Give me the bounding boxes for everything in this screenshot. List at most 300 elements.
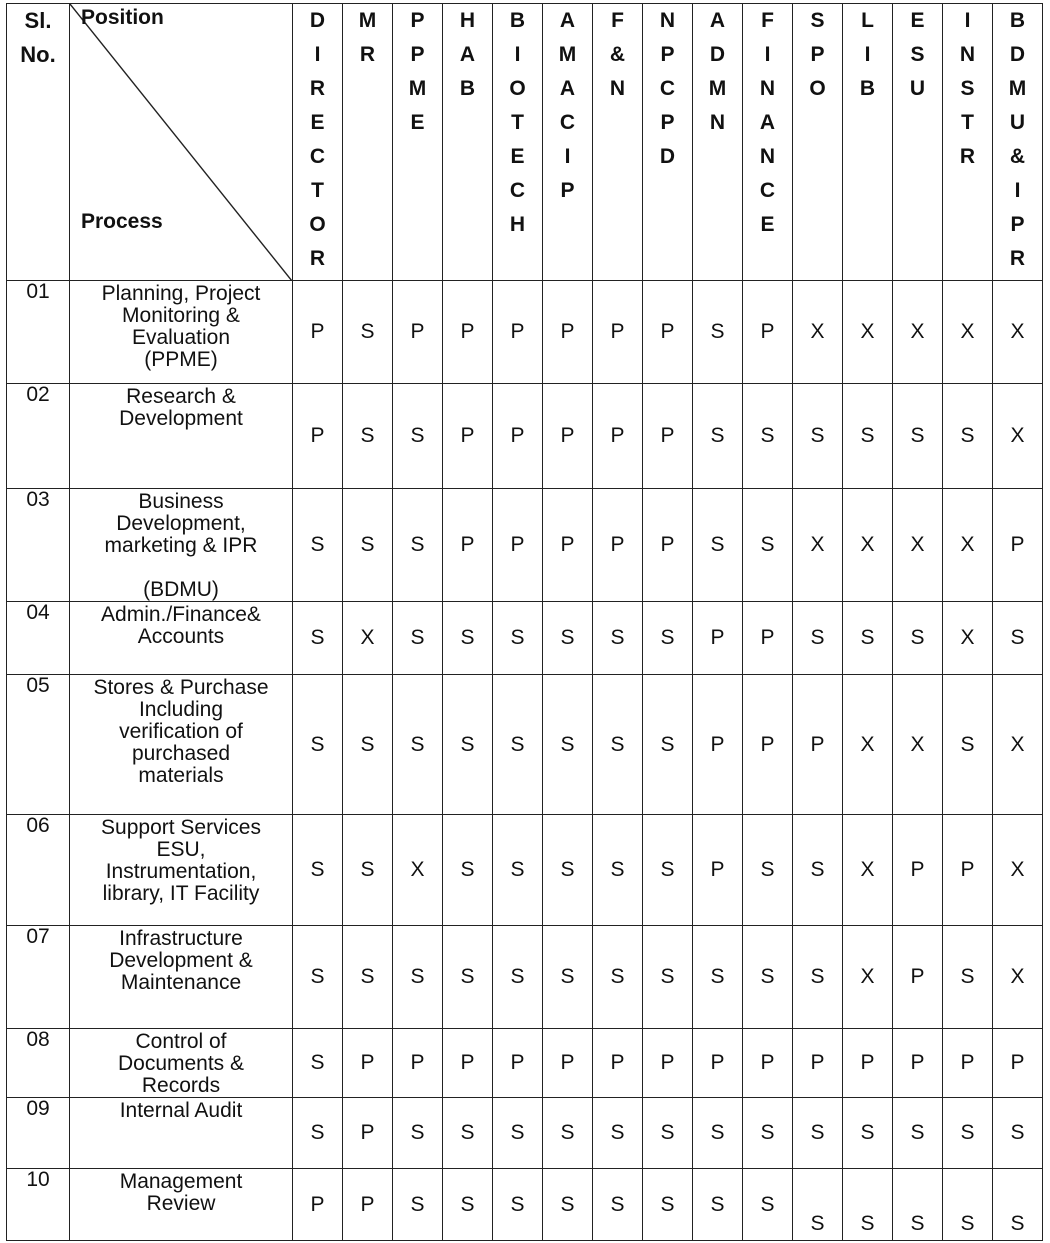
responsibility-cell: S (293, 926, 343, 1029)
responsibility-cell: S (293, 1098, 343, 1169)
responsibility-cell: P (493, 1029, 543, 1098)
responsibility-cell: P (793, 675, 843, 815)
process-name (70, 815, 293, 926)
responsibility-cell: X (943, 489, 993, 602)
responsibility-cell: S (643, 1098, 693, 1169)
responsibility-cell: S (443, 1169, 493, 1241)
position-column-header (943, 4, 993, 281)
responsibility-cell: S (793, 384, 843, 489)
responsibility-cell: X (993, 384, 1043, 489)
process-name-line: Planning, Project (101, 282, 261, 305)
responsibility-cell: P (993, 1029, 1043, 1098)
serial-number: 04 (7, 602, 70, 675)
column-header-letter: H (509, 213, 526, 236)
position-label: Position (81, 6, 164, 29)
column-header-letter: D (1009, 43, 1026, 66)
responsibility-cell: X (343, 602, 393, 675)
column-header-letter: T (511, 111, 524, 134)
process-name-line: Management (119, 1170, 243, 1193)
column-header-letter: R (309, 77, 326, 100)
responsibility-cell: P (393, 1029, 443, 1098)
responsibility-cell: P (743, 675, 793, 815)
column-header-letter: N (759, 77, 776, 100)
serial-number: 07 (7, 926, 70, 1029)
column-header-letter: T (311, 179, 324, 202)
column-header-letter: E (910, 9, 925, 32)
responsibility-cell: P (293, 384, 343, 489)
responsibility-cell: S (493, 1169, 543, 1241)
column-header-letter: P (660, 43, 675, 66)
column-header-letter: C (559, 111, 576, 134)
position-column-header (743, 4, 793, 281)
responsibility-cell: X (993, 281, 1043, 384)
responsibility-cell: P (593, 281, 643, 384)
process-name (70, 675, 293, 815)
responsibility-cell: P (493, 384, 543, 489)
responsibility-cell: S (843, 1169, 893, 1241)
column-header-letter: S (810, 9, 825, 32)
position-column-header (493, 4, 543, 281)
position-column-header (643, 4, 693, 281)
responsibility-cell: S (793, 602, 843, 675)
responsibility-cell: S (443, 602, 493, 675)
responsibility-cell: S (643, 602, 693, 675)
responsibility-cell: S (643, 926, 693, 1029)
responsibility-cell: S (293, 815, 343, 926)
column-header-letter: C (759, 179, 776, 202)
responsibility-cell: P (543, 384, 593, 489)
table-row (7, 1098, 1043, 1169)
responsibility-cell: S (393, 489, 443, 602)
responsibility-cell: S (443, 926, 493, 1029)
responsibility-cell: S (943, 1098, 993, 1169)
process-name (70, 1169, 293, 1241)
responsibility-cell: P (893, 926, 943, 1029)
responsibility-cell: S (793, 815, 843, 926)
column-header-letter: P (1010, 213, 1025, 236)
responsibility-cell: X (893, 281, 943, 384)
sl-no-header-line: No. (20, 42, 56, 67)
responsibility-cell: S (743, 1098, 793, 1169)
process-name-line: Review (146, 1192, 216, 1215)
process-name-line: Monitoring & (122, 304, 240, 327)
responsibility-cell: S (793, 1169, 843, 1241)
responsibility-cell: P (643, 384, 693, 489)
responsibility-cell: X (393, 815, 443, 926)
column-header-letter: R (959, 145, 976, 168)
responsibility-cell: S (743, 489, 793, 602)
process-name-line: Development & (109, 949, 253, 972)
column-header-letter: I (564, 145, 571, 168)
process-name-line: marketing & IPR (104, 534, 258, 557)
process-name-line: verification of (119, 720, 243, 743)
responsibility-cell: X (993, 815, 1043, 926)
process-name (70, 489, 293, 602)
process-name-line: (PPME) (144, 348, 218, 371)
responsibility-cell: S (693, 1169, 743, 1241)
responsibility-cell: X (893, 675, 943, 815)
responsibility-cell: X (843, 281, 893, 384)
column-header-letter: I (514, 43, 521, 66)
responsibility-cell: P (943, 815, 993, 926)
responsibility-cell: S (593, 815, 643, 926)
column-header-letter: I (864, 43, 871, 66)
responsibility-cell: S (293, 675, 343, 815)
process-responsibility-matrix (6, 3, 1043, 1241)
sl-no-header (7, 4, 70, 281)
responsibility-cell: S (843, 384, 893, 489)
responsibility-cell: P (793, 1029, 843, 1098)
responsibility-cell: P (543, 1029, 593, 1098)
responsibility-cell: X (943, 602, 993, 675)
column-header-letter: D (709, 43, 726, 66)
column-header-letter: M (408, 77, 427, 100)
process-name-line: Support Services (101, 816, 261, 839)
responsibility-cell: P (593, 384, 643, 489)
column-header-letter: U (909, 77, 926, 100)
responsibility-cell: X (843, 675, 893, 815)
column-header-letter: P (810, 43, 825, 66)
process-name-line: Internal Audit (119, 1099, 243, 1122)
responsibility-cell: S (343, 675, 393, 815)
responsibility-cell: X (993, 675, 1043, 815)
column-header-letter: O (809, 77, 826, 100)
column-header-letter: P (410, 9, 425, 32)
responsibility-cell: S (543, 602, 593, 675)
responsibility-cell: S (743, 815, 793, 926)
responsibility-cell: S (993, 602, 1043, 675)
responsibility-cell: P (943, 1029, 993, 1098)
position-column-header (593, 4, 643, 281)
responsibility-cell: S (493, 815, 543, 926)
table-row (7, 1169, 1043, 1241)
column-header-letter: & (609, 43, 626, 66)
table-row (7, 815, 1043, 926)
responsibility-cell: P (643, 281, 693, 384)
responsibility-cell: S (593, 675, 643, 815)
responsibility-cell: S (643, 1169, 693, 1241)
column-header-letter: B (509, 9, 526, 32)
column-header-letter: T (961, 111, 974, 134)
responsibility-cell: P (893, 1029, 943, 1098)
responsibility-cell: P (443, 281, 493, 384)
table-row (7, 602, 1043, 675)
responsibility-cell: S (693, 384, 743, 489)
column-header-letter: E (760, 213, 775, 236)
responsibility-cell: X (843, 815, 893, 926)
diagonal-divider (70, 4, 292, 281)
column-header-letter: I (964, 9, 971, 32)
responsibility-cell: S (393, 384, 443, 489)
position-column-header (993, 4, 1043, 281)
serial-number: 09 (7, 1098, 70, 1169)
column-header-letter: E (310, 111, 325, 134)
responsibility-cell: S (793, 926, 843, 1029)
responsibility-cell: P (643, 489, 693, 602)
column-header-letter: P (660, 111, 675, 134)
responsibility-cell: S (393, 602, 443, 675)
responsibility-cell: S (843, 602, 893, 675)
column-header-letter: S (910, 43, 925, 66)
serial-number: 06 (7, 815, 70, 926)
column-header-letter: I (1014, 179, 1021, 202)
table-row (7, 1029, 1043, 1098)
column-header-letter: F (761, 9, 774, 32)
process-name-line: Including (138, 698, 224, 721)
responsibility-cell: X (843, 489, 893, 602)
responsibility-cell: P (343, 1169, 393, 1241)
column-header-letter: B (859, 77, 876, 100)
responsibility-cell: P (743, 602, 793, 675)
serial-number: 05 (7, 675, 70, 815)
responsibility-cell: P (293, 1169, 343, 1241)
process-label: Process (81, 210, 163, 233)
responsibility-cell: S (543, 675, 593, 815)
responsibility-cell: X (793, 281, 843, 384)
column-header-letter: H (459, 9, 476, 32)
column-header-letter: E (410, 111, 425, 134)
position-column-header (293, 4, 343, 281)
responsibility-cell: S (743, 1169, 793, 1241)
responsibility-cell: P (543, 281, 593, 384)
process-name (70, 1029, 293, 1098)
column-header-letter: M (558, 43, 577, 66)
responsibility-cell: S (643, 815, 693, 926)
responsibility-cell: S (543, 815, 593, 926)
responsibility-cell: P (443, 384, 493, 489)
responsibility-cell: S (643, 675, 693, 815)
responsibility-cell: S (943, 675, 993, 815)
process-name-line: Maintenance (120, 971, 242, 994)
responsibility-cell: S (293, 1029, 343, 1098)
process-name-line: Records (141, 1074, 221, 1097)
column-header-letter: N (659, 9, 676, 32)
column-header-letter: I (764, 43, 771, 66)
serial-number: 03 (7, 489, 70, 602)
responsibility-cell: P (593, 489, 643, 602)
sl-no-header-line: Sl. (24, 8, 52, 33)
responsibility-cell: S (393, 1169, 443, 1241)
column-header-letter: D (309, 9, 326, 32)
process-name (70, 602, 293, 675)
responsibility-cell: S (793, 1098, 843, 1169)
responsibility-cell: S (393, 1098, 443, 1169)
position-column-header (843, 4, 893, 281)
responsibility-cell: S (493, 602, 543, 675)
responsibility-cell: S (293, 489, 343, 602)
responsibility-cell: S (993, 1098, 1043, 1169)
responsibility-cell: S (693, 489, 743, 602)
process-name-line: Admin./Finance& (101, 603, 261, 626)
column-header-letter: N (759, 145, 776, 168)
serial-number: 08 (7, 1029, 70, 1098)
process-name (70, 926, 293, 1029)
responsibility-cell: X (843, 926, 893, 1029)
responsibility-cell: X (993, 926, 1043, 1029)
column-header-letter: A (559, 9, 576, 32)
column-header-letter: F (611, 9, 624, 32)
responsibility-cell: X (793, 489, 843, 602)
process-name (70, 384, 293, 489)
process-name-line: (BDMU) (143, 578, 219, 601)
responsibility-cell: P (693, 675, 743, 815)
table-row (7, 489, 1043, 602)
process-name-line: Development (119, 407, 243, 430)
responsibility-cell: S (443, 1098, 493, 1169)
column-header-letter: A (759, 111, 776, 134)
responsibility-cell: P (493, 489, 543, 602)
responsibility-cell: P (693, 815, 743, 926)
process-name-line: purchased (131, 742, 231, 765)
responsibility-cell: S (343, 815, 393, 926)
responsibility-cell: S (893, 1169, 943, 1241)
column-header-letter: R (359, 43, 376, 66)
column-header-letter: U (1009, 111, 1026, 134)
responsibility-cell: S (893, 1098, 943, 1169)
column-header-letter: A (459, 43, 476, 66)
column-header-letter: L (861, 9, 874, 32)
responsibility-cell: S (443, 815, 493, 926)
responsibility-cell: S (493, 675, 543, 815)
responsibility-cell: S (843, 1098, 893, 1169)
column-header-letter: N (959, 43, 976, 66)
column-header-letter: C (309, 145, 326, 168)
column-header-letter: C (659, 77, 676, 100)
responsibility-cell: X (893, 489, 943, 602)
responsibility-cell: P (393, 281, 443, 384)
responsibility-cell: P (543, 489, 593, 602)
process-name-line: Stores & Purchase (93, 676, 269, 699)
responsibility-cell: S (943, 926, 993, 1029)
position-column-header (693, 4, 743, 281)
responsibility-cell: S (343, 489, 393, 602)
responsibility-cell: S (943, 1169, 993, 1241)
responsibility-cell: S (593, 1098, 643, 1169)
column-header-letter: & (1009, 145, 1026, 168)
responsibility-cell: S (593, 926, 643, 1029)
responsibility-cell: P (843, 1029, 893, 1098)
column-header-letter: B (459, 77, 476, 100)
process-name-line: Accounts (137, 625, 225, 648)
responsibility-cell: S (943, 384, 993, 489)
column-header-letter: P (560, 179, 575, 202)
responsibility-cell: P (743, 281, 793, 384)
responsibility-cell: S (343, 281, 393, 384)
responsibility-cell: S (693, 1098, 743, 1169)
column-header-letter: R (309, 247, 326, 270)
column-header-letter: A (559, 77, 576, 100)
responsibility-cell: S (693, 281, 743, 384)
serial-number: 02 (7, 384, 70, 489)
responsibility-cell: S (443, 675, 493, 815)
process-name-line (70, 557, 292, 579)
responsibility-cell: S (893, 602, 943, 675)
responsibility-cell: S (493, 926, 543, 1029)
column-header-letter: O (309, 213, 326, 236)
responsibility-cell: P (593, 1029, 643, 1098)
column-header-letter: N (709, 111, 726, 134)
process-name-line: Control of (135, 1030, 227, 1053)
serial-number: 10 (7, 1169, 70, 1241)
position-column-header (543, 4, 593, 281)
column-header-letter: C (509, 179, 526, 202)
responsibility-cell: S (743, 926, 793, 1029)
position-column-header (343, 4, 393, 281)
process-name-line: ESU, (156, 838, 206, 861)
responsibility-cell: P (293, 281, 343, 384)
position-column-header (793, 4, 843, 281)
column-header-letter: E (510, 145, 525, 168)
table-row (7, 281, 1043, 384)
responsibility-cell: S (743, 384, 793, 489)
process-name (70, 1098, 293, 1169)
responsibility-cell: P (693, 602, 743, 675)
process-name-line: Evaluation (131, 326, 231, 349)
responsibility-cell: P (693, 1029, 743, 1098)
column-header-letter: I (314, 43, 321, 66)
responsibility-cell: S (593, 602, 643, 675)
position-column-header (393, 4, 443, 281)
process-name (70, 281, 293, 384)
position-column-header (893, 4, 943, 281)
column-header-letter: S (960, 77, 975, 100)
column-header-letter: D (659, 145, 676, 168)
responsibility-cell: S (543, 1098, 593, 1169)
column-header-letter: M (358, 9, 377, 32)
responsibility-cell: P (643, 1029, 693, 1098)
position-column-header (443, 4, 493, 281)
column-header-letter: N (609, 77, 626, 100)
responsibility-cell: P (343, 1098, 393, 1169)
column-header-letter: A (709, 9, 726, 32)
responsibility-cell: S (393, 926, 443, 1029)
responsibility-cell: S (593, 1169, 643, 1241)
table-row (7, 926, 1043, 1029)
serial-number: 01 (7, 281, 70, 384)
responsibility-cell: P (893, 815, 943, 926)
column-header-letter: R (1009, 247, 1026, 270)
process-name-line: Research & (126, 385, 236, 408)
responsibility-cell: P (493, 281, 543, 384)
responsibility-cell: S (293, 602, 343, 675)
process-name-line: Instrumentation, (105, 860, 257, 883)
responsibility-cell: P (443, 1029, 493, 1098)
responsibility-cell: P (993, 489, 1043, 602)
responsibility-cell: S (493, 1098, 543, 1169)
process-name-line: Development, (116, 512, 246, 535)
column-header-letter: O (509, 77, 526, 100)
responsibility-cell: S (543, 1169, 593, 1241)
column-header-letter: M (1008, 77, 1027, 100)
responsibility-cell: S (993, 1169, 1043, 1241)
column-header-letter: P (410, 43, 425, 66)
column-header-letter: B (1009, 9, 1026, 32)
responsibility-cell: S (343, 384, 393, 489)
table-row (7, 675, 1043, 815)
responsibility-cell: S (543, 926, 593, 1029)
responsibility-cell: S (393, 675, 443, 815)
responsibility-cell: S (693, 926, 743, 1029)
process-name-line: Documents & (117, 1052, 245, 1075)
responsibility-cell: S (343, 926, 393, 1029)
table-row (7, 384, 1043, 489)
process-name-line: Business (138, 490, 224, 513)
responsibility-cell: P (343, 1029, 393, 1098)
column-header-letter: M (708, 77, 727, 100)
process-name-line: materials (138, 764, 224, 787)
process-name-line: library, IT Facility (102, 882, 260, 905)
header-row (7, 4, 1043, 281)
